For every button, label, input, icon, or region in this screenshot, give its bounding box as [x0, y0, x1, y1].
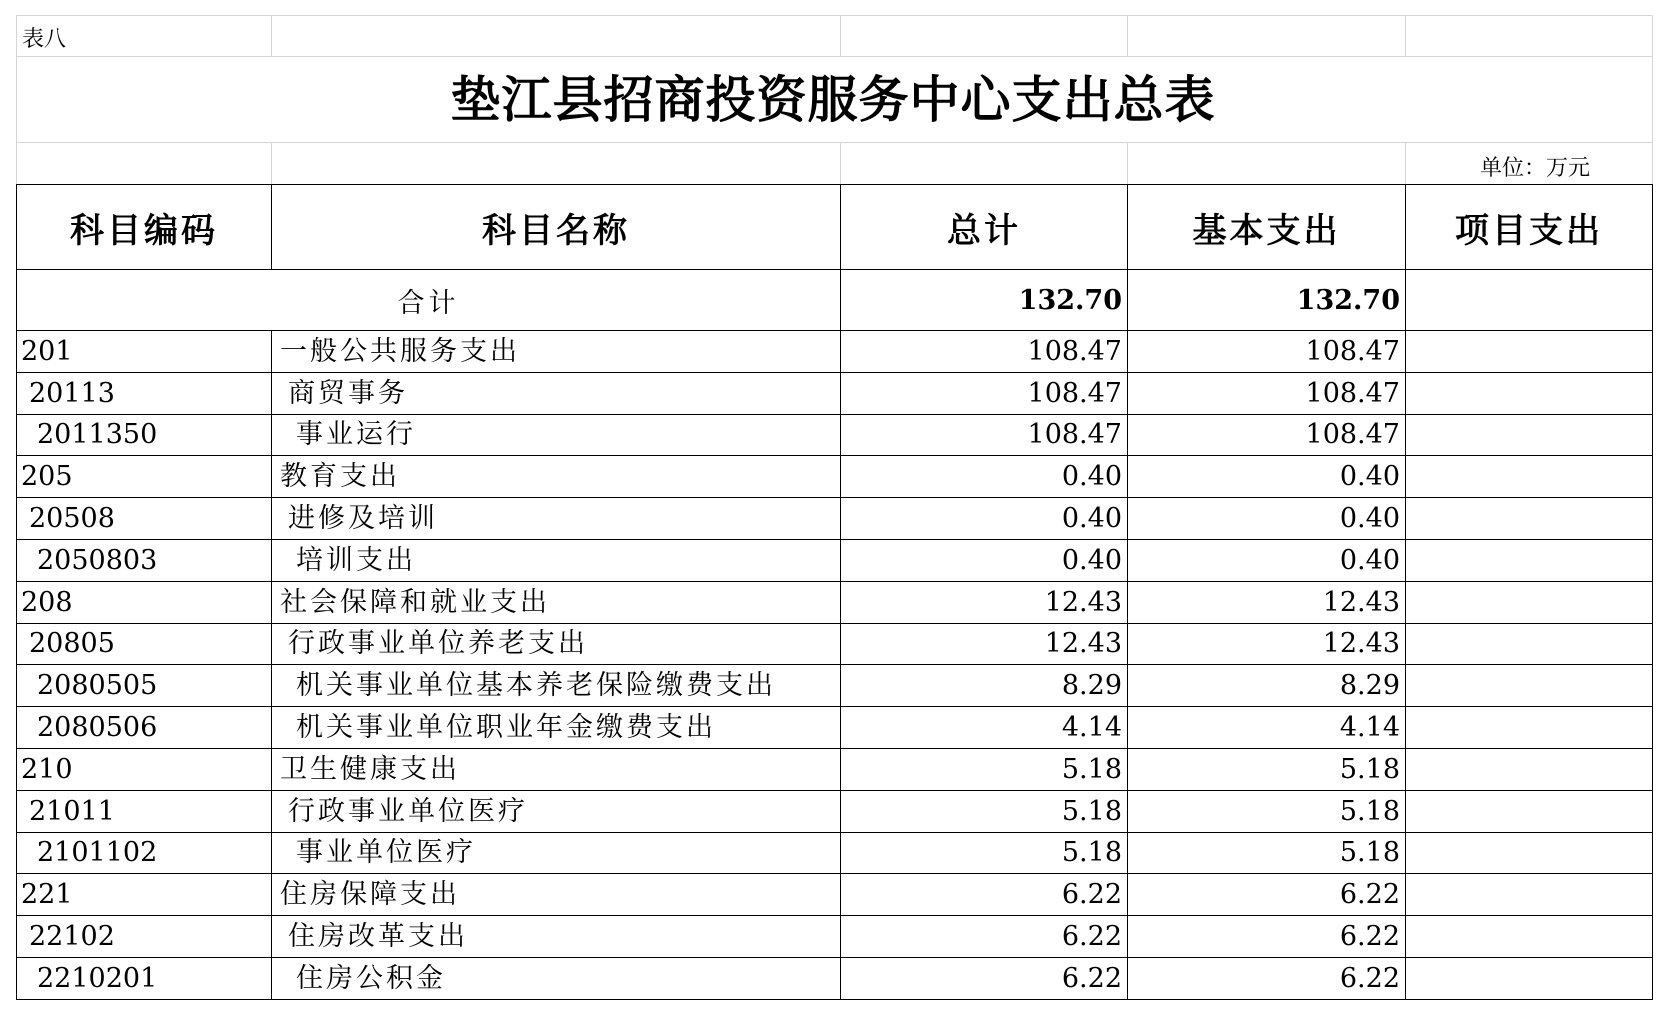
unit-label: 单位：万元 — [1479, 156, 1590, 181]
cell-code: 2011350 — [17, 414, 272, 456]
total-basic: 132.70 — [1128, 270, 1406, 331]
cell-code: 20805 — [17, 623, 272, 665]
cell-code: 2050803 — [17, 539, 272, 581]
sheet-gridline — [1127, 15, 1128, 56]
cell-code: 20508 — [17, 498, 272, 540]
cell-project — [1406, 623, 1653, 665]
cell-total: 108.47 — [841, 331, 1128, 373]
cell-name: 一般公共服务支出 — [272, 331, 841, 373]
sheet-gridline — [16, 56, 1652, 57]
table-row — [17, 331, 1653, 373]
cell-code: 2080505 — [17, 665, 272, 707]
table-row — [17, 665, 1653, 707]
cell-basic: 4.14 — [1128, 707, 1406, 749]
cell-code: 208 — [17, 581, 272, 623]
cell-project — [1406, 832, 1653, 874]
header-basic: 基本支出 — [1128, 185, 1406, 270]
cell-name: 机关事业单位职业年金缴费支出 — [272, 707, 841, 749]
sheet-gridline — [1127, 142, 1128, 184]
sheet-gridline — [16, 15, 1652, 16]
cell-basic: 0.40 — [1128, 539, 1406, 581]
total-label: 合计 — [17, 270, 841, 331]
cell-basic: 6.22 — [1128, 957, 1406, 999]
cell-code: 221 — [17, 874, 272, 916]
cell-project — [1406, 414, 1653, 456]
table-row — [17, 456, 1653, 498]
cell-code: 205 — [17, 456, 272, 498]
cell-name: 行政事业单位养老支出 — [272, 623, 841, 665]
header-row — [17, 185, 1653, 270]
cell-name: 事业单位医疗 — [272, 832, 841, 874]
cell-total: 6.22 — [841, 916, 1128, 958]
cell-name: 商贸事务 — [272, 372, 841, 414]
header-code: 科目编码 — [17, 185, 272, 270]
cell-total: 0.40 — [841, 456, 1128, 498]
expense-table — [16, 184, 1653, 1000]
cell-basic: 6.22 — [1128, 874, 1406, 916]
cell-project — [1406, 790, 1653, 832]
table-row — [17, 414, 1653, 456]
cell-total: 8.29 — [841, 665, 1128, 707]
cell-code: 21011 — [17, 790, 272, 832]
table-row — [17, 748, 1653, 790]
cell-total: 4.14 — [841, 707, 1128, 749]
table-row — [17, 581, 1653, 623]
cell-total: 6.22 — [841, 874, 1128, 916]
cell-project — [1406, 498, 1653, 540]
cell-project — [1406, 581, 1653, 623]
table-row — [17, 874, 1653, 916]
cell-code: 2080506 — [17, 707, 272, 749]
cell-project — [1406, 665, 1653, 707]
cell-basic: 108.47 — [1128, 372, 1406, 414]
cell-name: 事业运行 — [272, 414, 841, 456]
cell-total: 12.43 — [841, 623, 1128, 665]
cell-name: 住房保障支出 — [272, 874, 841, 916]
total-row — [17, 270, 1653, 331]
cell-name: 教育支出 — [272, 456, 841, 498]
cell-project — [1406, 748, 1653, 790]
cell-basic: 12.43 — [1128, 581, 1406, 623]
sheet-gridline — [1405, 142, 1406, 184]
table-row — [17, 498, 1653, 540]
sheet-gridline — [271, 15, 272, 56]
sheet-gridline — [16, 142, 1652, 143]
cell-basic: 6.22 — [1128, 916, 1406, 958]
cell-total: 6.22 — [841, 957, 1128, 999]
sheet-gridline — [271, 142, 272, 184]
table-row — [17, 957, 1653, 999]
header-project: 项目支出 — [1406, 185, 1653, 270]
cell-project — [1406, 539, 1653, 581]
table-row — [17, 372, 1653, 414]
sheet-gridline — [1405, 15, 1406, 56]
table-row — [17, 790, 1653, 832]
header-total: 总计 — [841, 185, 1128, 270]
cell-project — [1406, 456, 1653, 498]
cell-code: 201 — [17, 331, 272, 373]
cell-project — [1406, 707, 1653, 749]
table-row — [17, 623, 1653, 665]
header-name: 科目名称 — [272, 185, 841, 270]
cell-total: 108.47 — [841, 372, 1128, 414]
cell-basic: 8.29 — [1128, 665, 1406, 707]
cell-basic: 108.47 — [1128, 331, 1406, 373]
cell-name: 进修及培训 — [272, 498, 841, 540]
cell-project — [1406, 874, 1653, 916]
cell-total: 5.18 — [841, 790, 1128, 832]
cell-total: 0.40 — [841, 539, 1128, 581]
cell-total: 0.40 — [841, 498, 1128, 540]
cell-name: 机关事业单位基本养老保险缴费支出 — [272, 665, 841, 707]
cell-total: 108.47 — [841, 414, 1128, 456]
table-row — [17, 707, 1653, 749]
cell-name: 住房公积金 — [272, 957, 841, 999]
table-row — [17, 916, 1653, 958]
page-title: 垫江县招商投资服务中心支出总表 — [450, 70, 1216, 129]
cell-project — [1406, 372, 1653, 414]
cell-code: 210 — [17, 748, 272, 790]
cell-code: 2210201 — [17, 957, 272, 999]
cell-basic: 5.18 — [1128, 832, 1406, 874]
cell-code: 22102 — [17, 916, 272, 958]
cell-total: 5.18 — [841, 748, 1128, 790]
cell-project — [1406, 957, 1653, 999]
sheet-label: 表八 — [22, 27, 67, 52]
total-sum: 132.70 — [841, 270, 1128, 331]
cell-code: 2101102 — [17, 832, 272, 874]
cell-name: 社会保障和就业支出 — [272, 581, 841, 623]
cell-name: 行政事业单位医疗 — [272, 790, 841, 832]
cell-project — [1406, 331, 1653, 373]
sheet-gridline — [840, 142, 841, 184]
cell-name: 住房改革支出 — [272, 916, 841, 958]
cell-total: 12.43 — [841, 581, 1128, 623]
cell-basic: 5.18 — [1128, 790, 1406, 832]
cell-basic: 0.40 — [1128, 456, 1406, 498]
cell-basic: 108.47 — [1128, 414, 1406, 456]
cell-project — [1406, 916, 1653, 958]
cell-basic: 12.43 — [1128, 623, 1406, 665]
cell-total: 5.18 — [841, 832, 1128, 874]
cell-name: 卫生健康支出 — [272, 748, 841, 790]
cell-basic: 0.40 — [1128, 498, 1406, 540]
table-row — [17, 539, 1653, 581]
total-project — [1406, 270, 1653, 331]
cell-code: 20113 — [17, 372, 272, 414]
cell-name: 培训支出 — [272, 539, 841, 581]
sheet-gridline — [840, 15, 841, 56]
table-row — [17, 832, 1653, 874]
cell-basic: 5.18 — [1128, 748, 1406, 790]
